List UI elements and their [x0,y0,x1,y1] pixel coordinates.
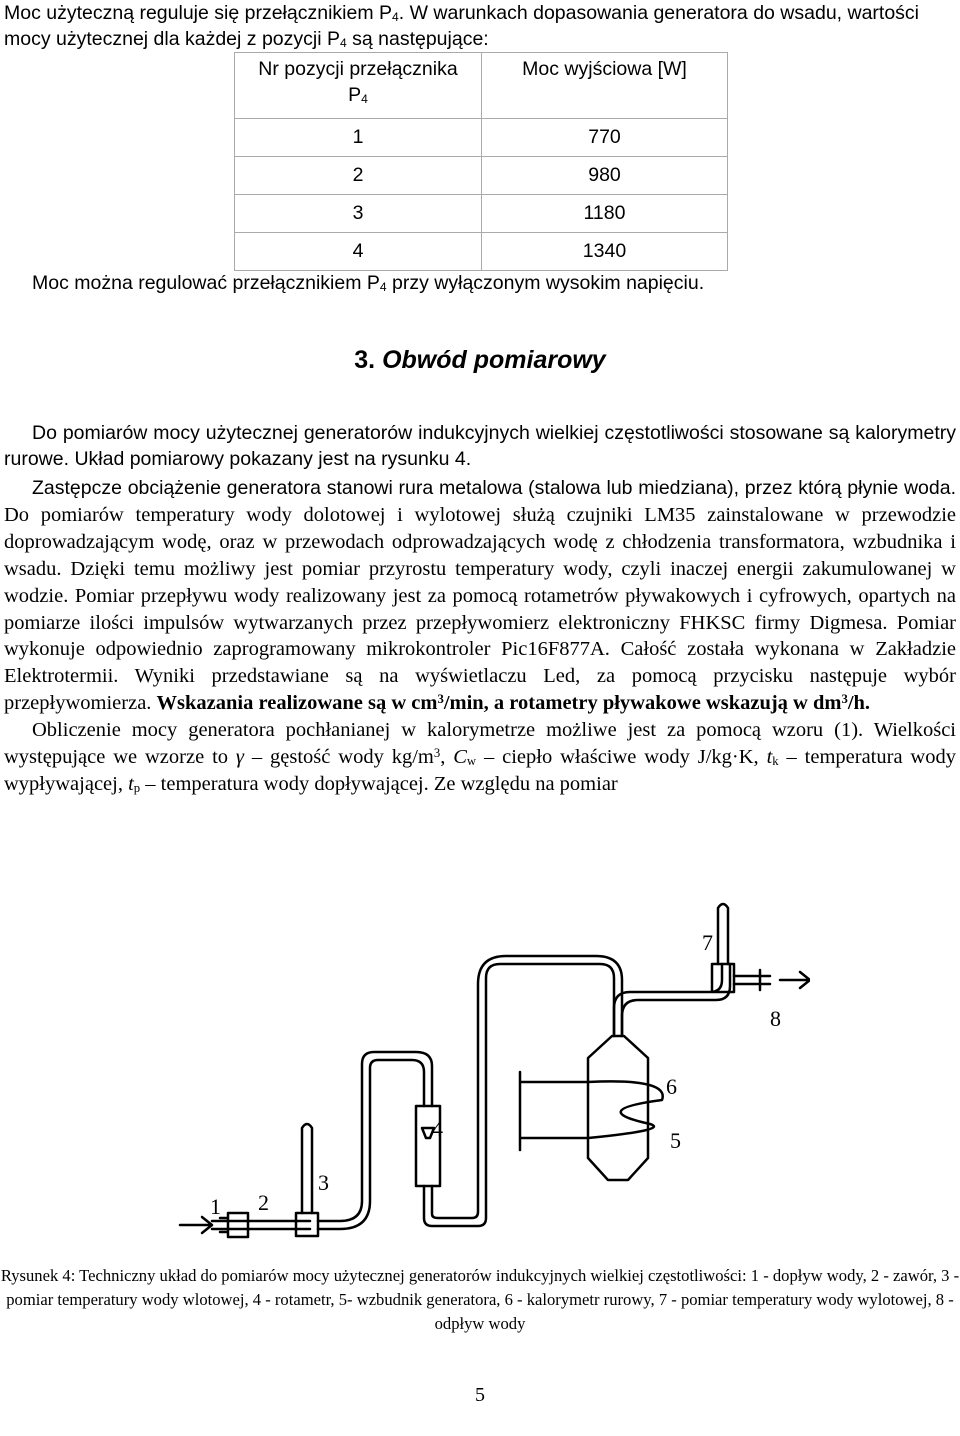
valve [220,1213,248,1237]
header-position-text: Nr pozycji przełącznika [258,58,458,80]
note-text-1: Moc można regulować przełącznikiem P [32,272,380,294]
label-3: 3 [318,1170,329,1195]
symbol-tp: t [128,772,134,795]
label-1: 1 [210,1194,221,1219]
inlet-thermometer [302,1124,312,1213]
table-header-row [235,53,728,119]
subscript: p [133,780,141,795]
subscript: 4 [339,36,347,50]
superscript: 3 [433,746,441,761]
bold-text-3: /h. [847,692,871,715]
bold-text-2: /min, a rotametry pływakowe wskazują w dm [443,692,842,715]
bold-units-note [157,692,871,714]
p3-text-4: – ciepło właściwe wody J/kg·K, [476,746,767,769]
cell-power: 1340 [482,233,728,271]
subscript: 4 [361,92,368,106]
note-paragraph [32,270,704,296]
body-text [4,475,956,798]
subscript: 4 [379,280,387,294]
bold-text-1: Wskazania realizowane są w cm [156,692,438,715]
header-position-p: P [348,84,362,106]
measurement-diagram [150,868,810,1240]
rotameter-outlet [424,956,622,1226]
p3-text-6: – temperatura wody dopływającej. Ze względu na pomiar [140,772,618,795]
symbol-tk: t [766,746,773,769]
p3-text-5: – temperatura wody wypływającej, [4,746,956,795]
outflow-arrow [780,972,810,988]
p3-text-1: Obliczenie mocy generatora pochłanianej w kalorymetrze możliwe jest za pomocą wzoru (1). Wielkości występujące we wzorze to [4,719,956,769]
superscript: 3 [437,692,444,707]
cell-position: 3 [235,195,482,233]
label-2: 2 [258,1190,269,1215]
p3-text-2: – gęstość wody kg/m [244,746,434,769]
intro-text-1: Moc użyteczną reguluje się przełącznikiem P [4,2,393,24]
intro-text-2: . W warunkach dopasowania generatora do wsadu, wartości mocy użytecznej dla każdej z pozycji P [4,2,920,50]
subscript: k [772,754,779,769]
figure-caption: Rysunek 4: Techniczny układ do pomiarów mocy użytecznej generatorów indukcyjnych wielkiej częstotliwości: 1 - dopływ wody, 2 - zawór, 3 - pomiar temperatury wody wlotowej, 4 - rotametr, 5- wzbudnik generatora, 6 - kalorymetr rurowy, 7 - pomiar temperatury wody wylotowej, 8 - odpływ wody [0,1266,960,1333]
switch-position-table [234,52,728,271]
page-number: 5 [475,1384,485,1406]
paragraph-2-serif: Do pomiarów temperatury wody dolotowej i wylotowej służą czujniki LM35 zainstalowane w przewodzie doprowadzającym wodę, oraz w przewodach odprowadzających wodę z chłodzenia transformatora, wzbudnika i wsadu. Dzięki temu możliwy jest pomiar przyrostu temperatury wody, czyli inaczej energii zakumulowanej w wodzie. Pomiar przepływu wody realizowany jest za pomocą rotametrów pływakowych i cyfrowych, opartych na pomiarze ilości impulsów wytwarzanych przez przepływomierz elektroniczny FHKSC firmy Digmesa. Pomiar wykonuje odpowiednio zaprogramowany mikrokontroler Pic16F877A. Całość została wykonana w Zakładzie Elektrotermii. Wyniki przedstawiane są na wyświetlaczu Led, za pomocą przycisku następuje wybór przepływomierza. [4,503,956,715]
intro-text-3: są następujące: [346,28,489,50]
label-4: 4 [432,1116,443,1141]
cell-position: 4 [235,233,482,271]
coil-leads [520,1072,588,1150]
calorimeter-vessel [588,1036,648,1180]
table-row [235,157,728,195]
label-8: 8 [770,1006,781,1031]
cell-power: 1180 [482,195,728,233]
subscript: 4 [392,10,399,24]
note-text-2: przy wyłączonym wysokim napięciu. [386,272,705,294]
heading-title: Obwód pomiarowy [382,346,606,374]
paragraph-3 [4,717,956,798]
label-5: 5 [670,1128,681,1153]
header-position [235,53,482,119]
induction-coil [588,1081,663,1138]
section-heading [0,346,960,375]
thermometer-fitting [296,1213,318,1236]
subscript: w [466,754,477,769]
inflow-arrow [180,1217,212,1233]
symbol-gamma: γ [235,746,244,769]
cell-position: 2 [235,157,482,195]
paragraph-2-sans: Zastępcze obciążenie generatora stanowi rura metalowa (stalowa lub miedziana), przez którą płynie woda. [32,477,956,499]
cell-position: 1 [235,119,482,157]
table-row [235,233,728,271]
cell-power: 770 [482,119,728,157]
heading-number: 3. [354,346,376,374]
p3-text-3: , [440,746,454,769]
table-row [235,119,728,157]
label-6: 6 [666,1074,677,1099]
header-power: Moc wyjściowa [W] [482,53,728,119]
paragraph-1: Do pomiarów mocy użytecznej generatorów indukcyjnych wielkiej częstotliwości stosowane są kalorymetry rurowe. Układ pomiarowy pokazany jest na rysunku 4. [4,422,956,470]
label-7: 7 [702,930,713,955]
intro-paragraph [4,0,956,52]
outlet-thermometer [718,904,728,964]
table-row [235,195,728,233]
outflow-pipe [734,970,770,990]
paragraph-2 [4,475,956,717]
figure-measurement-setup [150,868,810,1240]
superscript: 3 [841,692,848,707]
symbol-cw: C [453,746,467,769]
cell-power: 980 [482,157,728,195]
section-intro [4,420,956,472]
